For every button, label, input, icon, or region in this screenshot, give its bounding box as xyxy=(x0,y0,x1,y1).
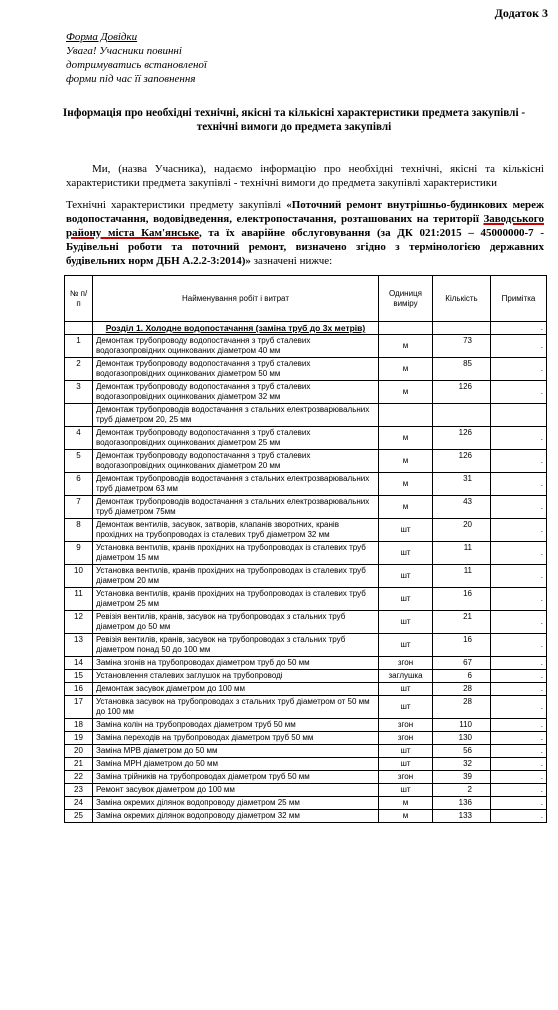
cell-name: Установлення сталевих заглушок на трубопроводі xyxy=(93,670,379,683)
cell-qty: 43 xyxy=(433,496,491,519)
cell-unit: м xyxy=(379,797,433,810)
cell-qty: 126 xyxy=(433,450,491,473)
cell-unit: згон xyxy=(379,657,433,670)
cell-unit: шт xyxy=(379,758,433,771)
cell-unit: шт xyxy=(379,542,433,565)
cell-name: Демонтаж трубопроводу водопостачання з труб сталевих водогазопровідних оцинкованих діаметром 20 мм xyxy=(93,450,379,473)
cell-name: Демонтаж вентилів, засувок, затворів, клапанів зворотних, кранів прохідних на трубопроводах із сталевих труб діаметром 32 мм xyxy=(93,519,379,542)
cell-qty xyxy=(433,404,491,427)
cell-num: 1 xyxy=(65,335,93,358)
cell-note: . xyxy=(491,634,547,657)
paragraph-bold: , та їх аварійне обслуговування (за ДК 021:2015 – 45000000-7 - Будівельні роботи та поточний ремонт, визначено згідно з термінологією державних будівельних норм ДБН А.2.2-3:2014)» xyxy=(66,227,544,267)
cell-note: . xyxy=(491,358,547,381)
cell-name: Ремонт засувок діаметром до 100 мм xyxy=(93,784,379,797)
table-row xyxy=(65,358,547,381)
cell-qty: 85 xyxy=(433,358,491,381)
appendix-label: Додаток 3 xyxy=(494,6,548,20)
cell-name: Демонтаж трубопроводів водостачання з стальних електрозварювальних труб діаметром 63 мм xyxy=(93,473,379,496)
cell-qty: 39 xyxy=(433,771,491,784)
cell-num: 2 xyxy=(65,358,93,381)
cell-qty: 130 xyxy=(433,732,491,745)
cell-num: 20 xyxy=(65,745,93,758)
cell-qty: 20 xyxy=(433,519,491,542)
cell-num: 7 xyxy=(65,496,93,519)
intro-paragraph: Ми, (назва Учасника), надаємо інформацію про необхідні технічні, якісні та кількісні характеристики предмета закупівлі - технічні вимоги до предмета закупівлі характеристики xyxy=(66,163,544,189)
cell-name: Демонтаж трубопроводу водопостачання з труб сталевих водогазопровідних оцинкованих діаметром 50 мм xyxy=(93,358,379,381)
cell-unit: згон xyxy=(379,719,433,732)
cell-note: . xyxy=(491,542,547,565)
cell-num: 3 xyxy=(65,381,93,404)
cell-unit: шт xyxy=(379,611,433,634)
section-row xyxy=(65,322,547,335)
cell-qty: 16 xyxy=(433,588,491,611)
header-qty: Кількість xyxy=(433,276,491,322)
table-row xyxy=(65,758,547,771)
cell-qty: 110 xyxy=(433,719,491,732)
cell-unit: шт xyxy=(379,588,433,611)
cell-num: 12 xyxy=(65,611,93,634)
cell-note: . xyxy=(491,784,547,797)
cell-name: Заміна окремих ділянок водопроводу діаметром 25 мм xyxy=(93,797,379,810)
cell-name: Заміна згонів на трубопроводах діаметром труб до 50 мм xyxy=(93,657,379,670)
cell-note: . xyxy=(491,670,547,683)
cell-note xyxy=(491,404,547,427)
cell-note: . xyxy=(491,427,547,450)
cell-unit: м xyxy=(379,358,433,381)
cell-num: 9 xyxy=(65,542,93,565)
cell-qty: 136 xyxy=(433,797,491,810)
table-row xyxy=(65,732,547,745)
cell-qty: 126 xyxy=(433,427,491,450)
cell-name: Заміна переходів на трубопроводах діаметром труб 50 мм xyxy=(93,732,379,745)
cell-qty: 28 xyxy=(433,683,491,696)
table-row xyxy=(65,771,547,784)
cell-num: 16 xyxy=(65,683,93,696)
table-row xyxy=(65,519,547,542)
cell-num: 21 xyxy=(65,758,93,771)
cell-qty: 28 xyxy=(433,696,491,719)
table-row xyxy=(65,496,547,519)
cell-name: Демонтаж трубопроводів водостачання з стальних електрозварювальних труб діаметром 20, 25 мм xyxy=(93,404,379,427)
header-note: Примітка xyxy=(491,276,547,322)
form-note xyxy=(66,30,266,86)
table-row xyxy=(65,588,547,611)
table-row xyxy=(65,335,547,358)
cell-name: Заміна окремих ділянок водопроводу діаметром 32 мм xyxy=(93,810,379,823)
cell-name: Демонтаж трубопроводу водопостачання з труб сталевих водогазопровідних оцинкованих діаметром 40 мм xyxy=(93,335,379,358)
cell-qty: 2 xyxy=(433,784,491,797)
cell-num: 10 xyxy=(65,565,93,588)
cell-name: Демонтаж трубопроводу водопостачання з труб сталевих водогазопровідних оцинкованих діаметром 25 мм xyxy=(93,427,379,450)
header-num: № п/п xyxy=(65,276,93,322)
table-row xyxy=(65,797,547,810)
table-row xyxy=(65,611,547,634)
cell-note: . xyxy=(491,565,547,588)
table-header-row xyxy=(65,276,547,322)
cell-num: 8 xyxy=(65,519,93,542)
cell-note: . xyxy=(491,588,547,611)
cell-note: . xyxy=(491,611,547,634)
table-row xyxy=(65,657,547,670)
cell-num: 24 xyxy=(65,797,93,810)
table-row xyxy=(65,784,547,797)
cell-qty: 6 xyxy=(433,670,491,683)
paragraph-underlined: Заводського району міста Кам'янське xyxy=(66,213,544,239)
cell-note: . xyxy=(491,335,547,358)
cell-name: Ревізія вентилів, кранів, засувок на трубопроводах з стальних труб діаметром до 50 мм xyxy=(93,611,379,634)
table-row xyxy=(65,473,547,496)
cell-unit: м xyxy=(379,496,433,519)
cell-qty: 56 xyxy=(433,745,491,758)
cell-name: Ревізія вентилів, кранів, засувок на трубопроводах з стальних труб діаметром понад 50 до 100 мм xyxy=(93,634,379,657)
cell-name: Установка вентилів, кранів прохідних на трубопроводах із сталевих труб діаметром 20 мм xyxy=(93,565,379,588)
table-row xyxy=(65,404,547,427)
cell-qty: 21 xyxy=(433,611,491,634)
cell-name: Демонтаж трубопроводів водостачання з стальних електрозварювальних труб діаметром 75мм xyxy=(93,496,379,519)
cell-num: 13 xyxy=(65,634,93,657)
cell-num: 15 xyxy=(65,670,93,683)
table-row xyxy=(65,810,547,823)
cell-qty: 31 xyxy=(433,473,491,496)
cell-name: Заміна МРВ діаметром до 50 мм xyxy=(93,745,379,758)
table-row xyxy=(65,381,547,404)
cell-note: . xyxy=(491,381,547,404)
cell-qty: 73 xyxy=(433,335,491,358)
table-row xyxy=(65,745,547,758)
cell-note: . xyxy=(491,450,547,473)
cell-unit: згон xyxy=(379,732,433,745)
cell-unit: шт xyxy=(379,634,433,657)
cell-num: 11 xyxy=(65,588,93,611)
cell-unit: м xyxy=(379,450,433,473)
cell-unit: шт xyxy=(379,565,433,588)
cell-note: . xyxy=(491,810,547,823)
table-row xyxy=(65,427,547,450)
cell-qty: 16 xyxy=(433,634,491,657)
requirements-table xyxy=(64,275,547,823)
cell-note: . xyxy=(491,797,547,810)
cell-num: 17 xyxy=(65,696,93,719)
table-row xyxy=(65,542,547,565)
cell-unit: заглушка xyxy=(379,670,433,683)
paragraph-tail: зазначені нижче: xyxy=(250,255,333,267)
form-note-line: Увага! Учасники повинні xyxy=(66,45,182,57)
table-row xyxy=(65,565,547,588)
cell-num: 5 xyxy=(65,450,93,473)
paragraph-bold: «Поточний ремонт внутрішньо-будинкових мереж водопостачання, водовідведення, електропостачання, розташованих на території xyxy=(66,199,544,225)
cell-unit: шт xyxy=(379,519,433,542)
section-note: . xyxy=(491,322,547,335)
table-row xyxy=(65,719,547,732)
table-row xyxy=(65,450,547,473)
form-note-line: форми під час її заповнення xyxy=(66,73,196,85)
cell-name: Заміна колін на трубопроводах діаметром труб 50 мм xyxy=(93,719,379,732)
cell-unit: шт xyxy=(379,784,433,797)
cell-unit: шт xyxy=(379,683,433,696)
cell-note: . xyxy=(491,473,547,496)
form-note-title: Форма Довідки xyxy=(66,31,138,43)
cell-note: . xyxy=(491,519,547,542)
cell-num: 18 xyxy=(65,719,93,732)
cell-note: . xyxy=(491,719,547,732)
cell-qty: 126 xyxy=(433,381,491,404)
cell-name: Демонтаж трубопроводу водопостачання з труб сталевих водогазопровідних оцинкованих діаметром 32 мм xyxy=(93,381,379,404)
cell-name: Заміна трійників на трубопроводах діаметром труб 50 мм xyxy=(93,771,379,784)
cell-note: . xyxy=(491,758,547,771)
cell-num: 4 xyxy=(65,427,93,450)
cell-note: . xyxy=(491,657,547,670)
cell-qty: 67 xyxy=(433,657,491,670)
cell-note: . xyxy=(491,683,547,696)
cell-note: . xyxy=(491,496,547,519)
form-note-line: дотримуватись встановленої xyxy=(66,59,207,71)
cell-name: Установка вентилів, кранів прохідних на трубопроводах із сталевих труб діаметром 15 мм xyxy=(93,542,379,565)
cell-num: 6 xyxy=(65,473,93,496)
table-row xyxy=(65,696,547,719)
cell-name: Заміна МРН діаметром до 50 мм xyxy=(93,758,379,771)
cell-unit: м xyxy=(379,427,433,450)
cell-qty: 11 xyxy=(433,542,491,565)
document-title: Інформація про необхідні технічні, якісні та кількісні характеристики предмета закупівлі - технічні вимоги до предмета закупівлі xyxy=(62,107,526,133)
table-row xyxy=(65,670,547,683)
cell-qty: 133 xyxy=(433,810,491,823)
cell-note: . xyxy=(491,732,547,745)
cell-name: Установка засувок на трубопроводах з стальних труб діаметром от 50 мм до 100 мм xyxy=(93,696,379,719)
cell-note: . xyxy=(491,696,547,719)
table-row xyxy=(65,634,547,657)
cell-unit: м xyxy=(379,810,433,823)
cell-note: . xyxy=(491,745,547,758)
header-name: Найменування робіт і витрат xyxy=(93,276,379,322)
cell-unit: згон xyxy=(379,771,433,784)
cell-unit: м xyxy=(379,381,433,404)
section-title: Розділ 1. Холодне водопостачання (заміна труб до 3х метрів) xyxy=(93,322,379,335)
paragraph-lead: Технічні характеристики предмету закупівлі xyxy=(66,199,287,211)
cell-note: . xyxy=(491,771,547,784)
header-unit: Одиниця виміру xyxy=(379,276,433,322)
cell-name: Демонтаж засувок діаметром до 100 мм xyxy=(93,683,379,696)
cell-unit: м xyxy=(379,335,433,358)
table-row xyxy=(65,683,547,696)
cell-unit xyxy=(379,404,433,427)
cell-unit: шт xyxy=(379,745,433,758)
cell-num: 14 xyxy=(65,657,93,670)
cell-qty: 11 xyxy=(433,565,491,588)
cell-num xyxy=(65,404,93,427)
cell-name: Установка вентилів, кранів прохідних на трубопроводах із сталевих труб діаметром 25 мм xyxy=(93,588,379,611)
cell-qty: 32 xyxy=(433,758,491,771)
cell-num: 22 xyxy=(65,771,93,784)
characteristics-paragraph xyxy=(66,198,544,268)
cell-num: 23 xyxy=(65,784,93,797)
cell-num: 25 xyxy=(65,810,93,823)
cell-num: 19 xyxy=(65,732,93,745)
cell-unit: м xyxy=(379,473,433,496)
cell-unit: шт xyxy=(379,696,433,719)
